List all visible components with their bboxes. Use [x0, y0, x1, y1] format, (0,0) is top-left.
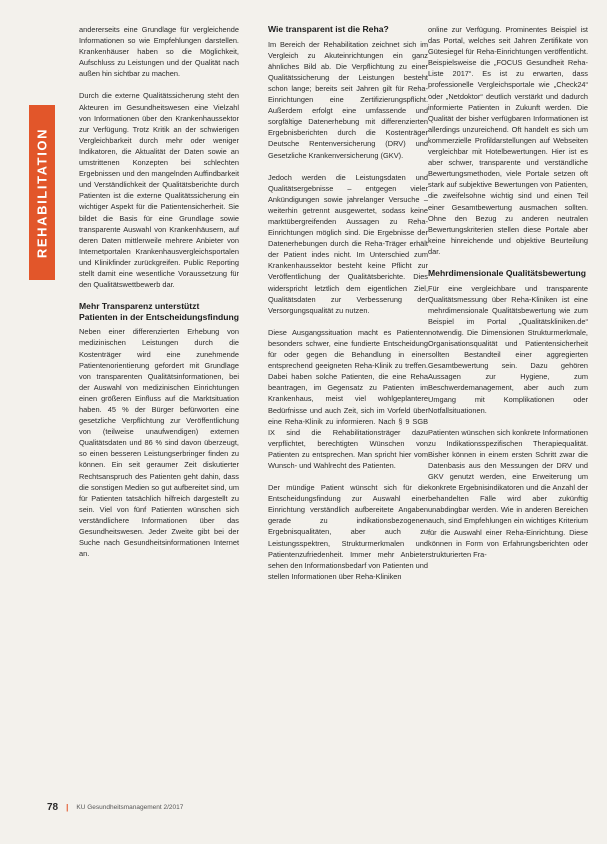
paragraph: Für eine vergleichbare und transparente Qualitätsmessung über Reha-Kliniken ist eine mehrdimensionale Qualitätsbewertung wie zum Beispiel im Portal „Qualitätskliniken.de“ notwendig. Die Dimensionen Strukturmerkmale, Organisationsqualität und Patientensicherheit sollten Bestandteil einer aggregierten Gesamtbewertung sein. Dazu gehören Aussagen zur Hygiene, zum Beschwerdemanagement, aber auch zum Umgang mit Komplikationen oder Notfallsituationen. [428, 283, 588, 415]
section-heading: Mehrdimensionale Qualitätsbewertung [428, 267, 587, 278]
magazine-name: KU Gesundheitsmanagement 2/2017 [76, 804, 184, 811]
text-column-2 [268, 24, 428, 593]
paragraph: Diese Ausgangssituation macht es Patienten besonders schwer, eine fundierte Entscheidung für oder gegen die Behandlung in einer entsprechend geeigneten Reha-Klinik zu treffen. Dabei haben solche Patienten, die eine Reha beantragen, im Gegensatz zu Patienten im Krankenhaus, meist viel wohlgeplantere Bedürfnisse und auch Zeit, sich im Vorfeld über eine Reha-Klinik zu informieren. Nach § 9 SGB IX sind die Rehabilitationsträger dazu verpflichtet, berechtigten Wünschen von Patienten zu entsprechen. Man spricht hier vom Wunsch- und Wahlrecht des Patienten. [268, 327, 428, 470]
paragraph: Neben einer differenzierten Erhebung von medizinischen Leistungen durch die Kostenträger wird eine zunehmende Patientenorientierung gefordert mit Grundlage von transparenten Qualitätsinformationen, bei der Auswahl von medizinischen Einrichtungen einen größeren Einfluss auf die Marktsituation haben. 45 % der Bürger befürworten eine gesetzliche Verpflichtung zur Veröffentlichung von (teilweise unaufwendigen) externen Qualitätsdaten und 86 % sind davon überzeugt, so einen besseren Leistungserbringer finden zu können. Ein seit geraumer Zeit diskutierter Rechtsanspruch des Patienten geht dahin, dass die sonstigen Medien so gut aufbereitet sind, um für Patienten tatsächlich hilfreich dargestellt zu sein. Viel von fünf Patienten wünschen sich verständlichere Informationen über das Gesundheitswesen. Jeder Zweite gibt bei der Suche nach Gesundheitsinformationen Internet an. [79, 327, 239, 559]
section-tab-label: REHABILITATION [34, 127, 50, 258]
footer-separator: | [66, 803, 69, 812]
paragraph: andererseits eine Grundlage für vergleichende Informationen so wie Empfehlungen darstellen. Krankenhäuser haben so die Möglichkeit, Aufschluss zu Leistungen und der Qualität nach außen hin sichtbar zu machen. [79, 25, 239, 79]
paragraph: Der mündige Patient wünscht sich für die Entscheidungsfindung zur Auswahl einer Einrichtung verständlich aufbereitete Angaben gerade zu indikationsbezogenen Ergebnisqualitäten, aber auch zu Leistungsspektren, Strukturmerkmalen und Patientenzufriedenheit. Immer mehr Anbieter sehen den Informationsbedarf von Patienten und stellen Informationen über Reha-Kliniken [268, 483, 428, 581]
paragraph: Patienten wünschen sich konkrete Informationen zu Indikationsspezifischen Therapiequalität. Bisher können in einem ersten Schritt zwar die Datenbasis aus den Messungen der DRV und GKV genutzt werden, eine Erweiterung um konkrete Ergebnisindikatoren und die Anzahl der behandelten Fälle wird aber zukünftig unabdingbar werden. Wie in anderen Bereichen auch, sind Empfehlungen ein wichtiges Kriterium für die Auswahl einer Reha-Einrichtung. Diese können in Form von Erfahrungsberichten oder strukturierten Fra- [428, 427, 588, 559]
section-heading: Mehr Transparenz unterstützt Patienten in der Entscheidungsfindung [79, 301, 239, 322]
paragraph: online zur Verfügung. Prominentes Beispiel ist das Portal, welches seit Jahren Zertifikate von Gütesiegel für Reha-Einrichtungen veröffentlicht. Beispielsweise die „FOCUS Gesundheit Reha-Liste 2017“. Es ist zu erwarten, dass professionelle Vergleichsportale wie „Check24“ oder „Netdoktor“ deutlich verstärkt und dadurch informierte Patienten in Zukunft werden. Die Qualität der bisher verfügbaren Informationen ist allerdings unzureichend. Oft handelt es sich um kommerzielle Profildarstellungen auf Webseiten vergleichbar mit Hotelbewertungen. Hier ist es aber schwer, transparente und verständliche Bewertungsmethoden, viele Portale setzen oft stark auf subjektive Bewertungen von Patienten, die zweifelsohne wichtig sind und einen Teil einer Gesamtbewertung ausmachen sollten. Ohne den Bezug zu anderen neutralen Bewertungskriterien stellen diese Portale aber keine hinreichende und objektive Beurteilung dar. [428, 25, 588, 256]
paragraph: Jedoch werden die Leistungsdaten und Qualitätsergebnisse – entgegen vieler Ankündigungen sowie jahrelanger Versuche – weiterhin getrennt ausgewertet, sodass keine marktübergreifenden Aussagen zu Reha-Einrichtungen möglich sind. Die Ergebnisse der Datenerhebungen durch die Reha-Träger erhält der Patient indes nicht. Im Unterschied zum Krankenhaussektor besteht keine Pflicht zur Veröffentlichung der Qualitätsberichte. Dies widerspricht letztlich dem eigentlichen Ziel, Qualitätsdaten zur Verbesserung der Versorgungsqualität zu nutzen. [268, 172, 428, 315]
text-column-3 [428, 24, 588, 571]
section-heading: Wie transparent ist die Reha? [268, 24, 389, 34]
paragraph: Durch die externe Qualitätssicherung steht den Akteuren im Gesundheitswesen eine Vielzahl von Informationen über den Krankenhaussektor zur Verfügung. Trotz Kritik an der schwierigen Vergleichbarkeit durch mehr oder weniger Indikatoren, die Aktualität der Daten sowie an umstrittenen Konzepten bei schlechten Ergebnissen und den mangelnden Auffindbarkeit und Verständlichkeit der Qualitätsberichte durch Patienten ist die externe Qualitätssicherung ein wichtiger Aspekt für die Patientensicherheit. Sie bildet die Basis für eine Grundlage sowie transparente Auswahl von Krankenhäusern, auf deren Daten mittlerweile mehrere Anbieter von Internetportalen Krankenhausvergleichsportalen und Klinikfinder zurückgreifen. Public Reporting stellt damit eine wesentliche Voraussetzung für den Qualitätswettbewerb dar. [79, 91, 239, 290]
page-footer [47, 802, 183, 813]
paragraph: Im Bereich der Rehabilitation zeichnet sich im Vergleich zu Akuteinrichtungen ein ganz ähnliches Bild ab. Die Verpflichtung zu einer Qualitätssicherung der Leistungen besteht schon lange; bereits seit Jahren gilt für Reha-Einrichtungen eine Zertifizierungspflicht. Außerdem erfolgt eine umfassende und sorgfältige Datenerhebung mit differenzierten Ergebnisberichten durch die Kostenträger Deutsche Rentenversicherung (DRV) und Gesetzliche Krankenversicherung (GKV). [268, 39, 428, 160]
section-tab [29, 105, 55, 280]
text-column-1 [79, 24, 239, 570]
page-number: 78 [47, 802, 59, 813]
